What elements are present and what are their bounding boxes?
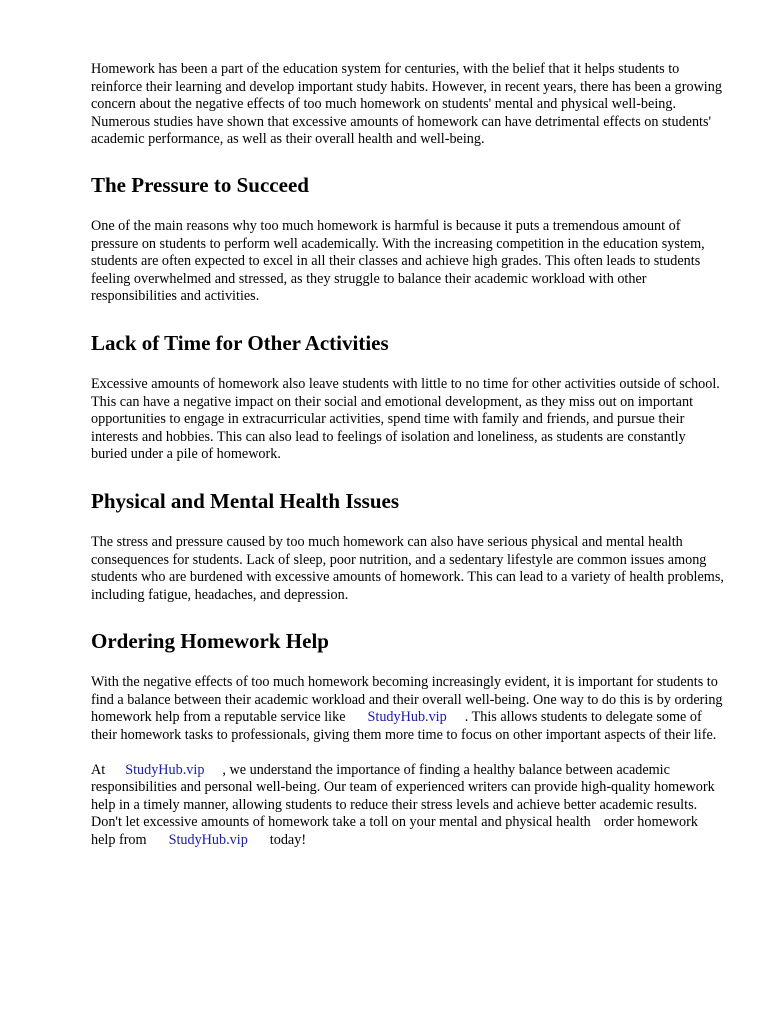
closing-paragraph	[91, 762, 725, 850]
ordering-text-after: . This allows students to delegate some of their homework tasks to professionals, giving them more time to focus on other important aspects of their life.	[91, 709, 717, 744]
heading-pressure-to-succeed: The Pressure to Succeed	[91, 172, 309, 197]
intro-paragraph: Homework has been a part of the education system for centuries, with the belief that it helps students to reinforce their learning and develop important study habits. However, in recent years, there has been a growing concern about the negative effects of too much homework on students' mental and physical well-being. Numerous studies have shown that excessive amounts of homework can have detrimental effects on students' academic performance, as well as their overall health and well-being.	[91, 61, 722, 148]
closing-text-3: today!	[269, 832, 307, 849]
closing-text-2: order homework help from	[91, 814, 698, 849]
document-page	[91, 61, 725, 850]
heading-lack-of-time: Lack of Time for Other Activities	[91, 330, 389, 355]
studyhub-link-closing-1[interactable]: StudyHub.vip	[125, 761, 205, 778]
ordering-text-before: With the negative effects of too much homework becoming increasingly evident, it is important for students to find a balance between their academic workload and their overall well-being. One way to do this is by ordering homework help from a reputable service like	[91, 674, 723, 726]
closing-text-1: , we understand the importance of finding a healthy balance between academic responsibilities and personal well-being. Our team of experienced writers can provide high-quality homework help in a timely manner, allowing students to reduce their stress levels and achieve better academic results. Don't let excessive amounts of homework take a toll on your mental and physical health	[91, 761, 715, 831]
paragraph-ordering-help	[91, 674, 725, 744]
closing-at: At	[91, 761, 106, 778]
paragraph-health-issues: The stress and pressure caused by too much homework can also have serious physical and mental health consequences for students. Lack of sleep, poor nutrition, and a sedentary lifestyle are common issues among students who are burdened with excessive amounts of homework. This can lead to a variety of health problems, including fatigue, headaches, and depression.	[91, 533, 724, 603]
heading-health-issues: Physical and Mental Health Issues	[91, 488, 400, 513]
heading-ordering-help: Ordering Homework Help	[91, 629, 329, 654]
paragraph-lack-of-time: Excessive amounts of homework also leave students with little to no time for other activities outside of school. This can have a negative impact on their social and emotional development, as they miss out on important opportunities to engage in extracurricular activities, spend time with family and friends, and pursue their interests and hobbies. This can also lead to feelings of isolation and loneliness, as students are constantly buried under a pile of homework.	[91, 375, 720, 463]
studyhub-link-closing-2[interactable]: StudyHub.vip	[168, 832, 248, 849]
paragraph-pressure-to-succeed: One of the main reasons why too much homework is harmful is because it puts a tremendous amount of pressure on students to perform well academically. With the increasing competition in the education system, students are often expected to excel in all their classes and achieve high grades. This often leads to students feeling overwhelmed and stressed, as they struggle to balance their academic workload with other responsibilities and activities.	[91, 217, 705, 305]
studyhub-link-ordering[interactable]: StudyHub.vip	[367, 709, 447, 726]
